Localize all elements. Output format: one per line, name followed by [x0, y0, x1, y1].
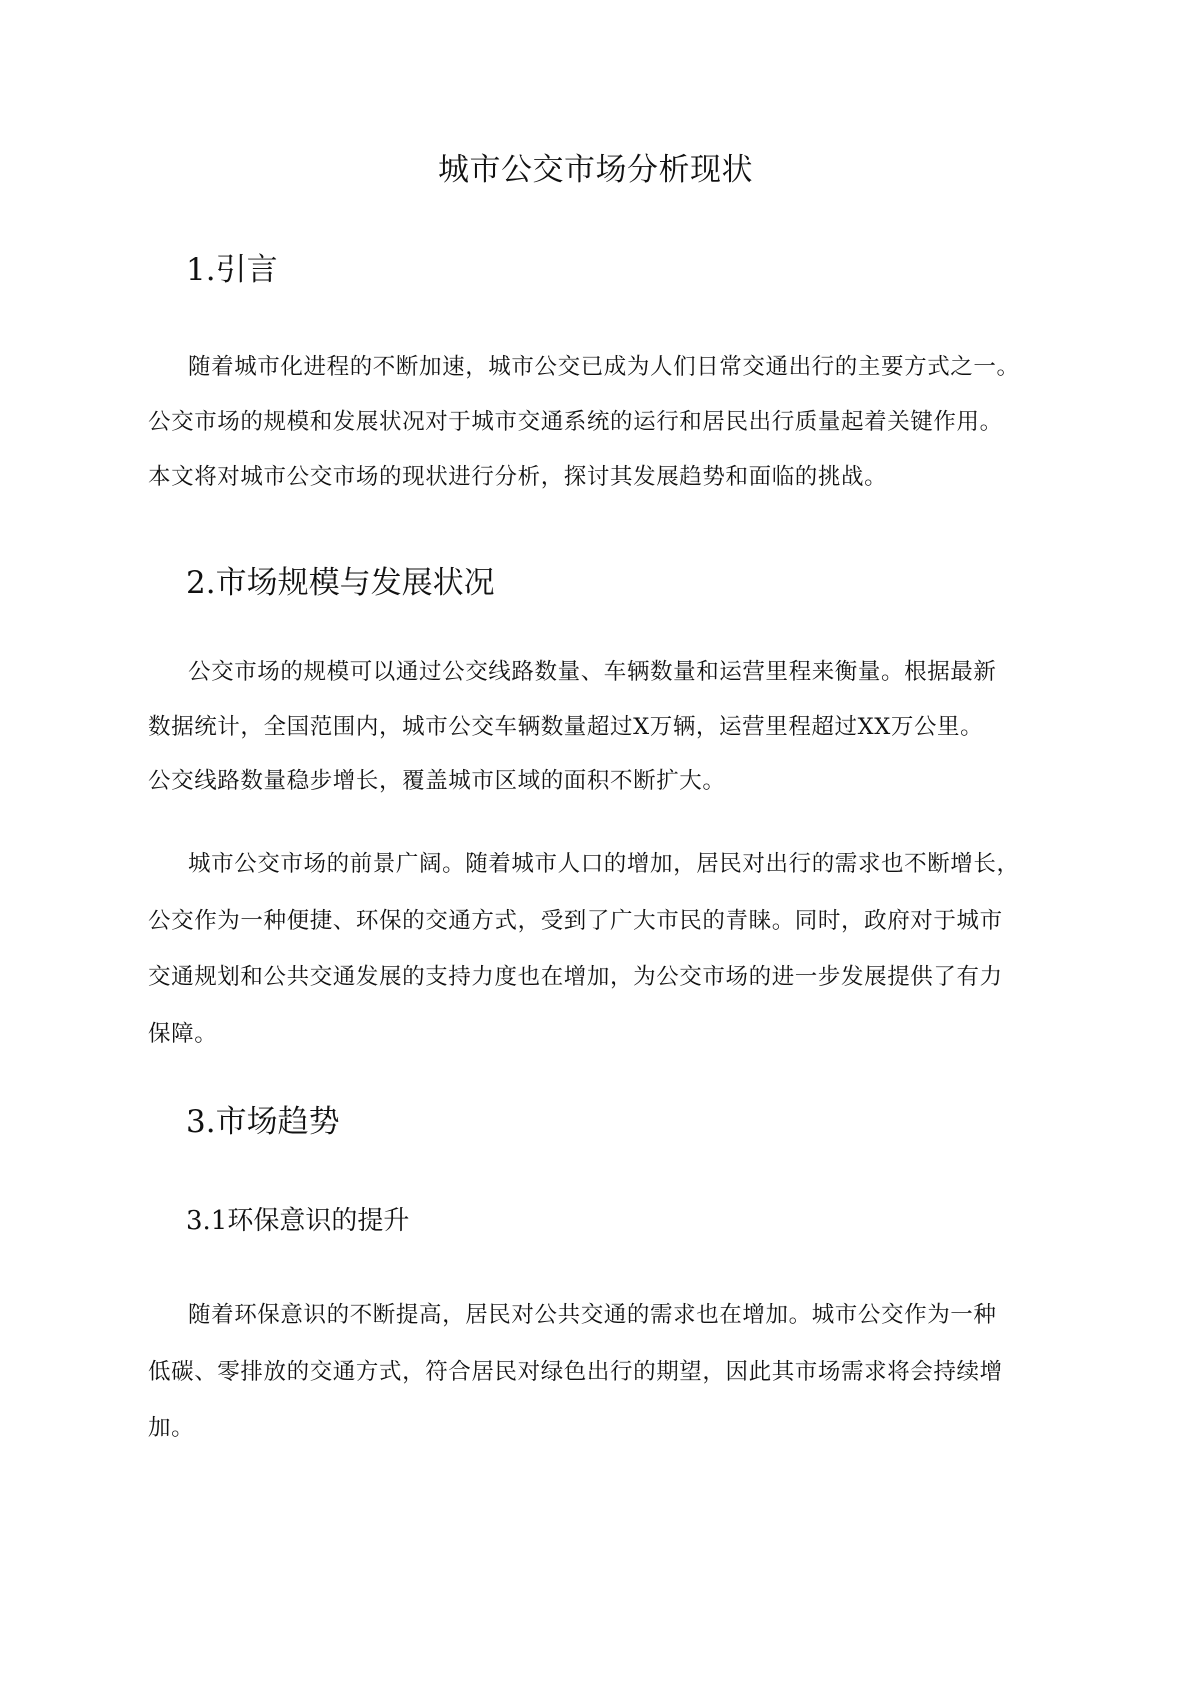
- section-heading-introduction: 1.引言: [186, 252, 278, 288]
- document-title: 城市公交市场分析现状: [438, 152, 753, 188]
- section-heading-market-size: 2.市场规模与发展状况: [186, 565, 495, 601]
- paragraph-line: 随着城市化进程的不断加速，城市公交已成为人们日常交通出行的主要方式之一。: [188, 354, 1020, 380]
- paragraph-line: 本文将对城市公交市场的现状进行分析，探讨其发展趋势和面临的挑战。: [148, 464, 888, 490]
- paragraph-line: 交通规划和公共交通发展的支持力度也在增加，为公交市场的进一步发展提供了有力: [148, 964, 1003, 990]
- paragraph-line: 低碳、零排放的交通方式，符合居民对绿色出行的期望，因此其市场需求将会持续增: [148, 1359, 1003, 1385]
- paragraph-line: 公交市场的规模和发展状况对于城市交通系统的运行和居民出行质量起着关键作用。: [148, 409, 1003, 435]
- subsection-heading-environmental-awareness: 3.1环保意识的提升: [186, 1206, 410, 1236]
- paragraph-line: 数据统计，全国范围内，城市公交车辆数量超过X万辆，运营里程超过XX万公里。: [148, 714, 984, 740]
- paragraph-line: 公交作为一种便捷、环保的交通方式，受到了广大市民的青睐。同时，政府对于城市: [148, 908, 1003, 934]
- paragraph-line: 公交线路数量稳步增长，覆盖城市区域的面积不断扩大。: [148, 768, 726, 794]
- paragraph-line: 公交市场的规模可以通过公交线路数量、车辆数量和运营里程来衡量。根据最新: [188, 659, 997, 685]
- paragraph-line: 随着环保意识的不断提高，居民对公共交通的需求也在增加。城市公交作为一种: [188, 1302, 997, 1328]
- paragraph-line: 加。: [148, 1415, 195, 1441]
- section-heading-market-trends: 3.市场趋势: [186, 1104, 340, 1140]
- paragraph-line: 城市公交市场的前景广阔。随着城市人口的增加，居民对出行的需求也不断增长，: [188, 851, 1020, 877]
- paragraph-line: 保障。: [148, 1021, 218, 1047]
